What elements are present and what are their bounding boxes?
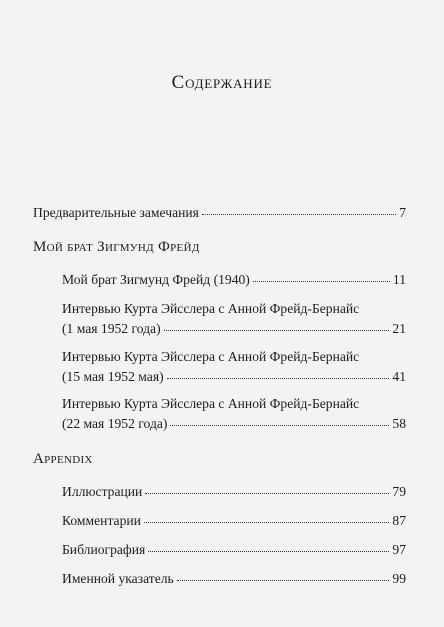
toc-page-number: 7: [399, 205, 406, 220]
page-title: Содержание: [171, 72, 273, 93]
toc-entry-item4[interactable]: [62, 414, 406, 434]
toc-page-number: 79: [392, 484, 406, 499]
toc-leader-dots: [164, 329, 390, 331]
toc-leader-dots: [177, 579, 390, 581]
toc-leader-dots: [167, 377, 390, 379]
toc-entry-label: Предварительные замечания: [33, 205, 199, 220]
toc-page-number: 21: [392, 321, 406, 336]
toc-entry-item2-title[interactable]: Интервью Курта Эйсслера с Анной Фрейд-Бернайс: [62, 301, 360, 316]
toc-entry-item3[interactable]: [62, 367, 406, 387]
toc-page-number: 58: [392, 416, 406, 431]
toc-leader-dots: [253, 280, 390, 282]
toc-entry-item3-title[interactable]: Интервью Курта Эйсслера с Анной Фрейд-Бернайс: [62, 349, 360, 364]
toc-entry-label: Комментарии: [62, 513, 141, 528]
toc-entry-item2[interactable]: [62, 319, 406, 339]
toc-entry-item4-title[interactable]: Интервью Курта Эйсслера с Анной Фрейд-Бернайс: [62, 396, 360, 411]
toc-page-number: 11: [392, 272, 406, 287]
toc-entry-label: Иллюстрации: [62, 484, 143, 499]
toc-leader-dots: [170, 424, 389, 426]
toc-entry-prelim[interactable]: [33, 203, 406, 223]
toc-entry-comments[interactable]: [62, 511, 406, 531]
toc-entry-label: (22 мая 1952 года): [62, 416, 168, 431]
toc-entry-index[interactable]: [62, 569, 406, 589]
toc-entry-label: (1 мая 1952 года): [62, 321, 161, 336]
toc-page-number: 87: [392, 513, 406, 528]
toc-leader-dots: [145, 492, 389, 494]
toc-leader-dots: [144, 521, 389, 523]
toc-page-number: 41: [392, 369, 406, 384]
toc-entry-label: Библиография: [62, 542, 146, 557]
section-heading-appendix: Appendix: [33, 451, 93, 467]
toc-entry-label: Мой брат Зигмунд Фрейд (1940): [62, 272, 250, 287]
toc-leader-dots: [148, 550, 389, 552]
toc-entry-illustrations[interactable]: [62, 482, 406, 502]
toc-page-number: 99: [392, 571, 406, 586]
toc-entry-bibliography[interactable]: [62, 540, 406, 560]
section-heading-brother: Мой брат Зигмунд Фрейд: [33, 239, 200, 255]
toc-entry-label: Именной указатель: [62, 571, 174, 586]
toc-entry-item1[interactable]: [62, 270, 406, 290]
toc-page-number: 97: [392, 542, 406, 557]
toc-entry-label: (15 мая 1952 мая): [62, 369, 164, 384]
toc-leader-dots: [202, 213, 396, 215]
